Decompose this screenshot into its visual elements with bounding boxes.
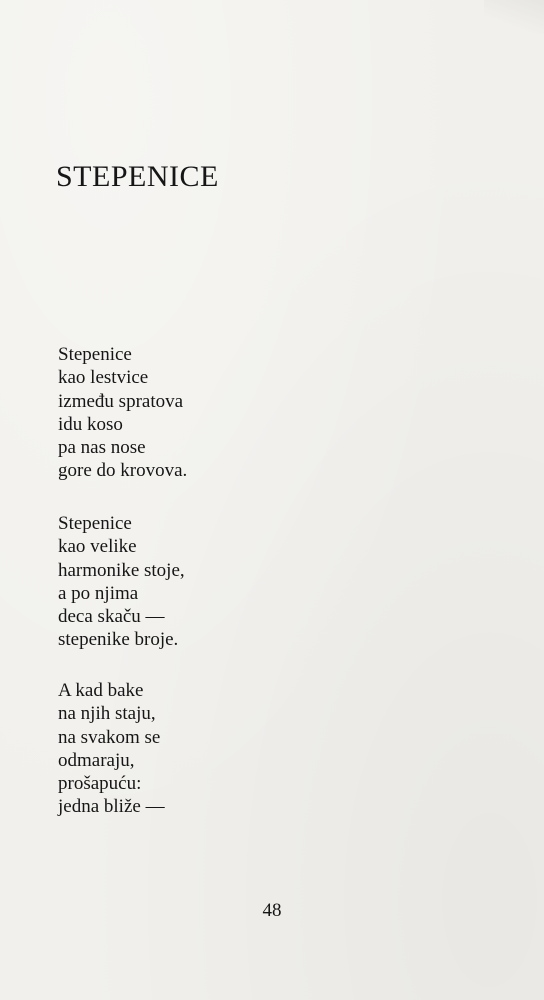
poem-line: deca skaču — xyxy=(58,606,165,628)
poem-line: prošapuću: xyxy=(58,773,142,795)
stanza-1 xyxy=(58,343,187,483)
page-corner-shadow xyxy=(484,0,544,34)
poem-line: stepenike broje. xyxy=(58,629,179,651)
stanza-3 xyxy=(58,679,165,819)
poem-line: odmaraju, xyxy=(58,749,135,771)
poem-line: pa nas nose xyxy=(58,437,146,459)
poem-line: između spratova xyxy=(58,390,184,412)
poem-line: gore do krovova. xyxy=(58,460,188,482)
poem-line: Stepenice xyxy=(58,344,132,365)
poem-line: idu koso xyxy=(58,413,123,435)
poem-line: kao velike xyxy=(58,536,137,558)
poem-line: Stepenice xyxy=(58,513,132,534)
poem-line: na njih staju, xyxy=(58,703,156,725)
poem-line: A kad bake xyxy=(58,680,144,701)
poem-line: jedna bliže — xyxy=(58,796,165,818)
poem-line: kao lestvice xyxy=(58,367,149,389)
page-number: 48 xyxy=(262,900,282,921)
poem-line: a po njima xyxy=(58,582,139,604)
poem-line: harmonike stoje, xyxy=(58,559,185,581)
poem-line: na svakom se xyxy=(58,726,161,748)
stanza-2 xyxy=(58,512,185,652)
poem-title: STEPENICE xyxy=(56,160,219,193)
